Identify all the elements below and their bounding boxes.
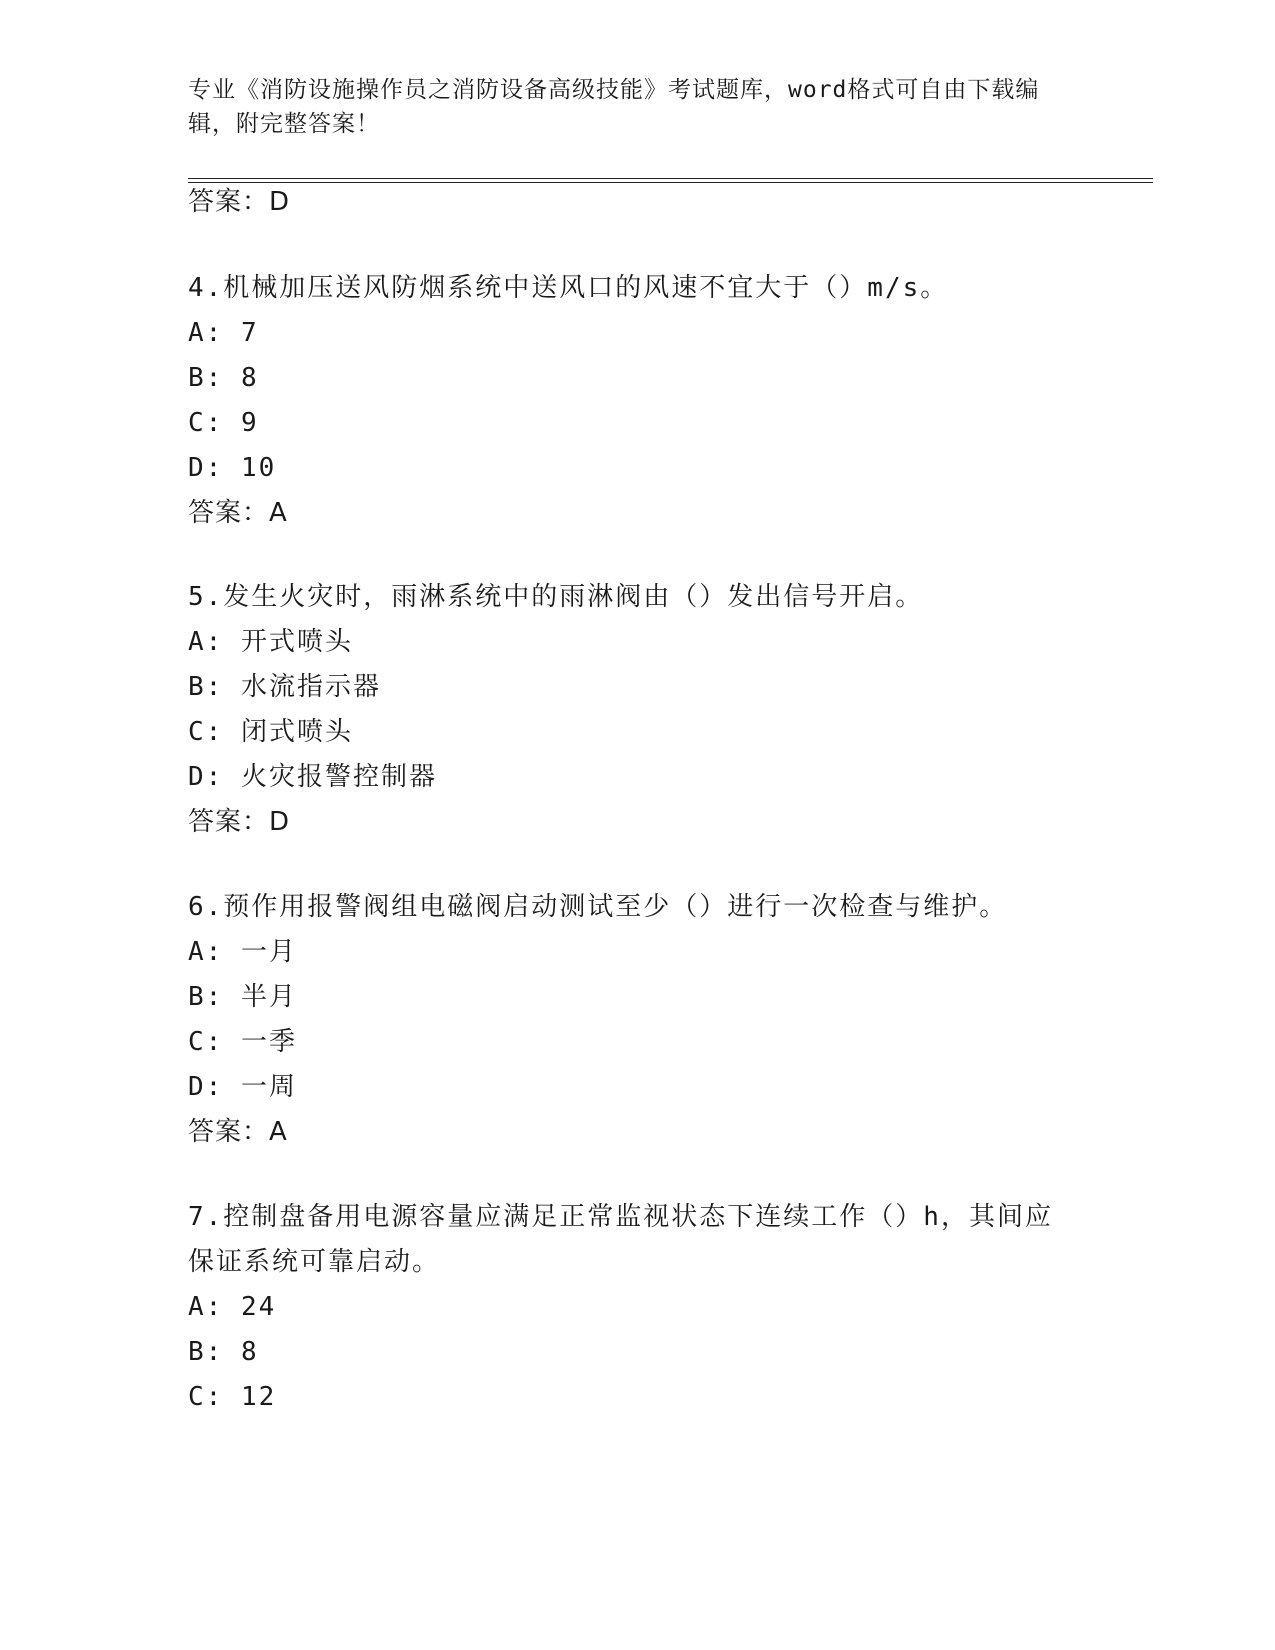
option-a: A: 24 — [188, 1292, 277, 1322]
option-d: D: 一周 — [188, 1072, 297, 1102]
option-b: B: 水流指示器 — [188, 672, 381, 702]
option-d: D: 10 — [188, 453, 277, 483]
option-b: B: 8 — [188, 1337, 259, 1367]
option-a: A: 一月 — [188, 937, 297, 967]
question-text: 4.机械加压送风防烟系统中送风口的风速不宜大于（）m/s。 — [188, 273, 949, 303]
option-a: A: 开式喷头 — [188, 627, 353, 657]
option-a: A: 7 — [188, 318, 259, 348]
option-b: B: 半月 — [188, 982, 297, 1012]
answer-label: 答案：A — [188, 1117, 288, 1147]
option-c: C: 闭式喷头 — [188, 717, 353, 747]
option-b: B: 8 — [188, 363, 259, 393]
question-text: 5.发生火灾时，雨淋系统中的雨淋阀由（）发出信号开启。 — [188, 582, 924, 612]
question-7 — [188, 1195, 1088, 1420]
answer-label: 答案：A — [188, 498, 288, 528]
question-5 — [188, 575, 1088, 845]
question-6 — [188, 885, 1088, 1155]
option-c: C: 9 — [188, 408, 259, 438]
option-d: D: 火灾报警控制器 — [188, 762, 437, 792]
previous-answer-block — [188, 180, 1088, 225]
question-4 — [188, 266, 1088, 536]
question-text: 6.预作用报警阀组电磁阀启动测试至少（）进行一次检查与维护。 — [188, 892, 1008, 922]
question-text: 7.控制盘备用电源容量应满足正常监视状态下连续工作（）h，其间应保证系统可靠启动。 — [188, 1202, 1053, 1277]
answer-label: 答案：D — [188, 187, 291, 217]
document-intro: 专业《消防设施操作员之消防设备高级技能》考试题库，word格式可自由下载编辑，附完整答案！ — [188, 77, 1040, 137]
option-c: C: 12 — [188, 1382, 277, 1412]
header-divider-top — [188, 178, 1153, 179]
answer-label: 答案：D — [188, 807, 291, 837]
option-c: C: 一季 — [188, 1027, 297, 1057]
